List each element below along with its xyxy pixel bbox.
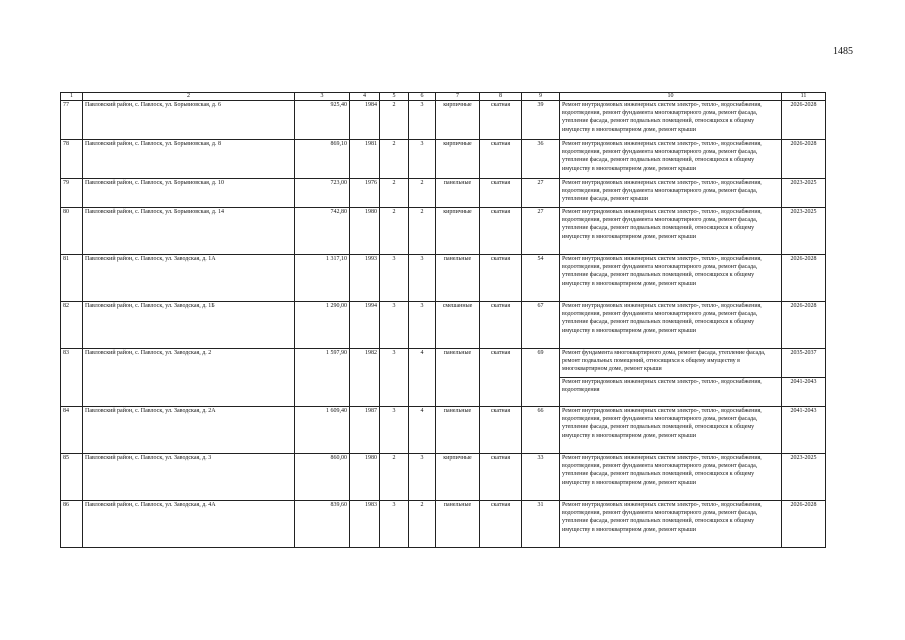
floors-cell: 2	[380, 208, 409, 255]
floors-cell: 2	[380, 179, 409, 208]
floors-cell: 2	[380, 101, 409, 140]
column-header: 11	[782, 93, 826, 101]
year-cell: 1976	[350, 179, 380, 208]
column-header: 3	[295, 93, 350, 101]
roof-type-cell: скатная	[480, 140, 522, 179]
roof-type-cell: скатная	[480, 501, 522, 548]
floors-cell: 3	[380, 501, 409, 548]
repair-period-cell: 2041-2043	[782, 407, 826, 454]
address-cell: Павловский район, с. Павлоск, ул. Заводская, д. 4А	[83, 501, 295, 548]
table-row	[61, 349, 826, 378]
year-cell: 1987	[350, 407, 380, 454]
repair-period-cell: 2026-2028	[782, 302, 826, 349]
address-cell: Павловский район, с. Павлоск, ул. Заводская, д. 3	[83, 454, 295, 501]
column-header: 4	[350, 93, 380, 101]
residents-cell: 27	[522, 208, 560, 255]
year-cell: 1981	[350, 140, 380, 179]
page-number: 1485	[833, 46, 853, 57]
address-cell: Павловский район, с. Павлоск, ул. Заводская, д. 2	[83, 349, 295, 407]
entrances-cell: 4	[409, 349, 436, 407]
wall-material-cell: панельные	[436, 501, 480, 548]
row-number: 86	[61, 501, 83, 548]
address-cell: Павловский район, с. Павлоск, ул. Борьвиовская, д. 8	[83, 140, 295, 179]
residents-cell: 54	[522, 255, 560, 302]
year-cell: 1993	[350, 255, 380, 302]
year-cell: 1994	[350, 302, 380, 349]
repair-works-cell: Ремонт внутридомовых инженерных систем электро-, тепло-, водоснабжения, водоотведения, ремонт фундамента многоквартирного дома, ремонт фасада, утепление фасада, ремонт подвальных помещений, относящихся к общему имуществу в многоквартирном доме, ремонт крыши	[560, 140, 782, 179]
entrances-cell: 4	[409, 407, 436, 454]
address-cell: Павловский район, с. Павлоск, ул. Борьвиовская, д. 6	[83, 101, 295, 140]
entrances-cell: 3	[409, 101, 436, 140]
repair-works-cell: Ремонт внутридомовых инженерных систем электро-, тепло-, водоснабжения, водоотведения, ремонт фундамента многоквартирного дома, ремонт фасада, утепление фасада, ремонт подвальных помещений, относящихся к общему имуществу в многоквартирном доме, ремонт крыши	[560, 302, 782, 349]
row-number: 81	[61, 255, 83, 302]
row-number: 83	[61, 349, 83, 407]
table-row	[61, 140, 826, 179]
column-header: 1	[61, 93, 83, 101]
area-cell: 1 597,90	[295, 349, 350, 407]
table-row	[61, 208, 826, 255]
residents-cell: 36	[522, 140, 560, 179]
residents-cell: 67	[522, 302, 560, 349]
entrances-cell: 2	[409, 501, 436, 548]
repair-works-cell: Ремонт внутридомовых инженерных систем электро-, тепло-, водоснабжения, водоотведения, ремонт фундамента многоквартирного дома, ремонт фасада, утепление фасада, ремонт подвальных помещений, относящихся к общему имуществу в многоквартирном доме, ремонт крыши	[560, 501, 782, 548]
table-row	[61, 255, 826, 302]
year-cell: 1983	[350, 501, 380, 548]
row-number: 77	[61, 101, 83, 140]
entrances-cell: 2	[409, 179, 436, 208]
entrances-cell: 3	[409, 454, 436, 501]
roof-type-cell: скатная	[480, 302, 522, 349]
entrances-cell: 3	[409, 255, 436, 302]
repair-period-cell: 2035-2037	[782, 349, 826, 378]
repair-works-cell: Ремонт внутридомовых инженерных систем электро-, тепло-, водоснабжения, водоотведения	[560, 378, 782, 407]
column-header: 9	[522, 93, 560, 101]
floors-cell: 3	[380, 349, 409, 407]
area-cell: 860,00	[295, 454, 350, 501]
column-header: 10	[560, 93, 782, 101]
wall-material-cell: панельные	[436, 349, 480, 407]
address-cell: Павловский район, с. Павлоск, ул. Заводская, д. 2А	[83, 407, 295, 454]
repair-period-cell: 2041-2043	[782, 378, 826, 407]
area-cell: 1 609,40	[295, 407, 350, 454]
repair-works-cell: Ремонт внутридомовых инженерных систем электро-, тепло-, водоснабжения, водоотведения, ремонт фундамента многоквартирного дома, ремонт фасада, утепление фасада, ремонт подвальных помещений, относящихся к общему имуществу в многоквартирном доме, ремонт крыши	[560, 454, 782, 501]
area-cell: 839,60	[295, 501, 350, 548]
repair-period-cell: 2023-2025	[782, 208, 826, 255]
repair-works-cell: Ремонт внутридомовых инженерных систем электро-, тепло-, водоснабжения, водоотведения, ремонт фундамента многоквартирного дома, ремонт фасада, утепление фасада, ремонт подвальных помещений, относящихся к общему имуществу в многоквартирном доме, ремонт крыши	[560, 407, 782, 454]
residents-cell: 27	[522, 179, 560, 208]
repair-period-cell: 2026-2028	[782, 255, 826, 302]
table-row	[61, 454, 826, 501]
residents-cell: 39	[522, 101, 560, 140]
residents-cell: 31	[522, 501, 560, 548]
residents-cell: 66	[522, 407, 560, 454]
table-body	[61, 101, 826, 548]
row-number: 80	[61, 208, 83, 255]
repair-period-cell: 2026-2028	[782, 501, 826, 548]
column-number-row	[61, 93, 826, 101]
year-cell: 1980	[350, 208, 380, 255]
roof-type-cell: скатная	[480, 179, 522, 208]
wall-material-cell: панельные	[436, 407, 480, 454]
row-number: 78	[61, 140, 83, 179]
row-number: 85	[61, 454, 83, 501]
area-cell: 723,00	[295, 179, 350, 208]
row-number: 84	[61, 407, 83, 454]
address-cell: Павловский район, с. Павлоск, ул. Борьвиовская, д. 14	[83, 208, 295, 255]
entrances-cell: 3	[409, 302, 436, 349]
wall-material-cell: смешанные	[436, 302, 480, 349]
year-cell: 1984	[350, 101, 380, 140]
residents-cell: 33	[522, 454, 560, 501]
wall-material-cell: кирпичные	[436, 140, 480, 179]
year-cell: 1980	[350, 454, 380, 501]
area-cell: 925,40	[295, 101, 350, 140]
repair-works-cell: Ремонт внутридомовых инженерных систем электро-, тепло-, водоснабжения, водоотведения, ремонт фундамента многоквартирного дома, ремонт фасада, утепление фасада, ремонт подвальных помещений, относящихся к общему имуществу в многоквартирном доме, ремонт крыши	[560, 101, 782, 140]
repair-period-cell: 2026-2028	[782, 140, 826, 179]
area-cell: 869,10	[295, 140, 350, 179]
roof-type-cell: скатная	[480, 101, 522, 140]
row-number: 79	[61, 179, 83, 208]
roof-type-cell: скатная	[480, 349, 522, 407]
entrances-cell: 2	[409, 208, 436, 255]
row-number: 82	[61, 302, 83, 349]
table-row	[61, 501, 826, 548]
floors-cell: 2	[380, 454, 409, 501]
area-cell: 1 317,10	[295, 255, 350, 302]
column-header: 7	[436, 93, 480, 101]
address-cell: Павловский район, с. Павлоск, ул. Борьвиовская, д. 10	[83, 179, 295, 208]
wall-material-cell: кирпичные	[436, 454, 480, 501]
wall-material-cell: кирпичные	[436, 101, 480, 140]
column-header: 5	[380, 93, 409, 101]
area-cell: 1 290,00	[295, 302, 350, 349]
wall-material-cell: панельные	[436, 179, 480, 208]
wall-material-cell: кирпичные	[436, 208, 480, 255]
repair-works-cell: Ремонт внутридомовых инженерных систем электро-, тепло-, водоснабжения, водоотведения, ремонт фундамента многоквартирного дома, ремонт фасада, утепление фасада, ремонт подвальных помещений, относящихся к общему имуществу в многоквартирном доме, ремонт крыши	[560, 255, 782, 302]
column-header: 8	[480, 93, 522, 101]
roof-type-cell: скатная	[480, 407, 522, 454]
column-header: 2	[83, 93, 295, 101]
address-cell: Павловский район, с. Павлоск, ул. Заводская, д. 1А	[83, 255, 295, 302]
column-header: 6	[409, 93, 436, 101]
floors-cell: 3	[380, 302, 409, 349]
floors-cell: 3	[380, 255, 409, 302]
roof-type-cell: скатная	[480, 255, 522, 302]
year-cell: 1982	[350, 349, 380, 407]
residents-cell: 69	[522, 349, 560, 407]
repair-works-cell: Ремонт фундамента многоквартирного дома, ремонт фасада, утепление фасада, ремонт подвальных помещений, относящихся к общему имуществу в многоквартирном доме, ремонт крыши	[560, 349, 782, 378]
entrances-cell: 3	[409, 140, 436, 179]
repair-period-cell: 2023-2025	[782, 454, 826, 501]
repair-works-cell: Ремонт внутридомовых инженерных систем электро-, тепло-, водоснабжения, водоотведения, ремонт фундамента многоквартирного дома, ремонт фасада, утепление фасада, ремонт крыши	[560, 179, 782, 208]
roof-type-cell: скатная	[480, 208, 522, 255]
roof-type-cell: скатная	[480, 454, 522, 501]
table-row	[61, 302, 826, 349]
repair-period-cell: 2026-2028	[782, 101, 826, 140]
repair-period-cell: 2023-2025	[782, 179, 826, 208]
address-cell: Павловский район, с. Павлоск, ул. Заводская, д. 1Б	[83, 302, 295, 349]
area-cell: 742,80	[295, 208, 350, 255]
repair-works-cell: Ремонт внутридомовых инженерных систем электро-, тепло-, водоснабжения, водоотведения, ремонт фундамента многоквартирного дома, ремонт фасада, утепление фасада, ремонт подвальных помещений, относящихся к общему имуществу в многоквартирном доме, ремонт крыши	[560, 208, 782, 255]
housing-repair-table	[60, 92, 826, 548]
wall-material-cell: панельные	[436, 255, 480, 302]
table-row	[61, 101, 826, 140]
table-row	[61, 407, 826, 454]
table-row	[61, 179, 826, 208]
floors-cell: 3	[380, 407, 409, 454]
floors-cell: 2	[380, 140, 409, 179]
